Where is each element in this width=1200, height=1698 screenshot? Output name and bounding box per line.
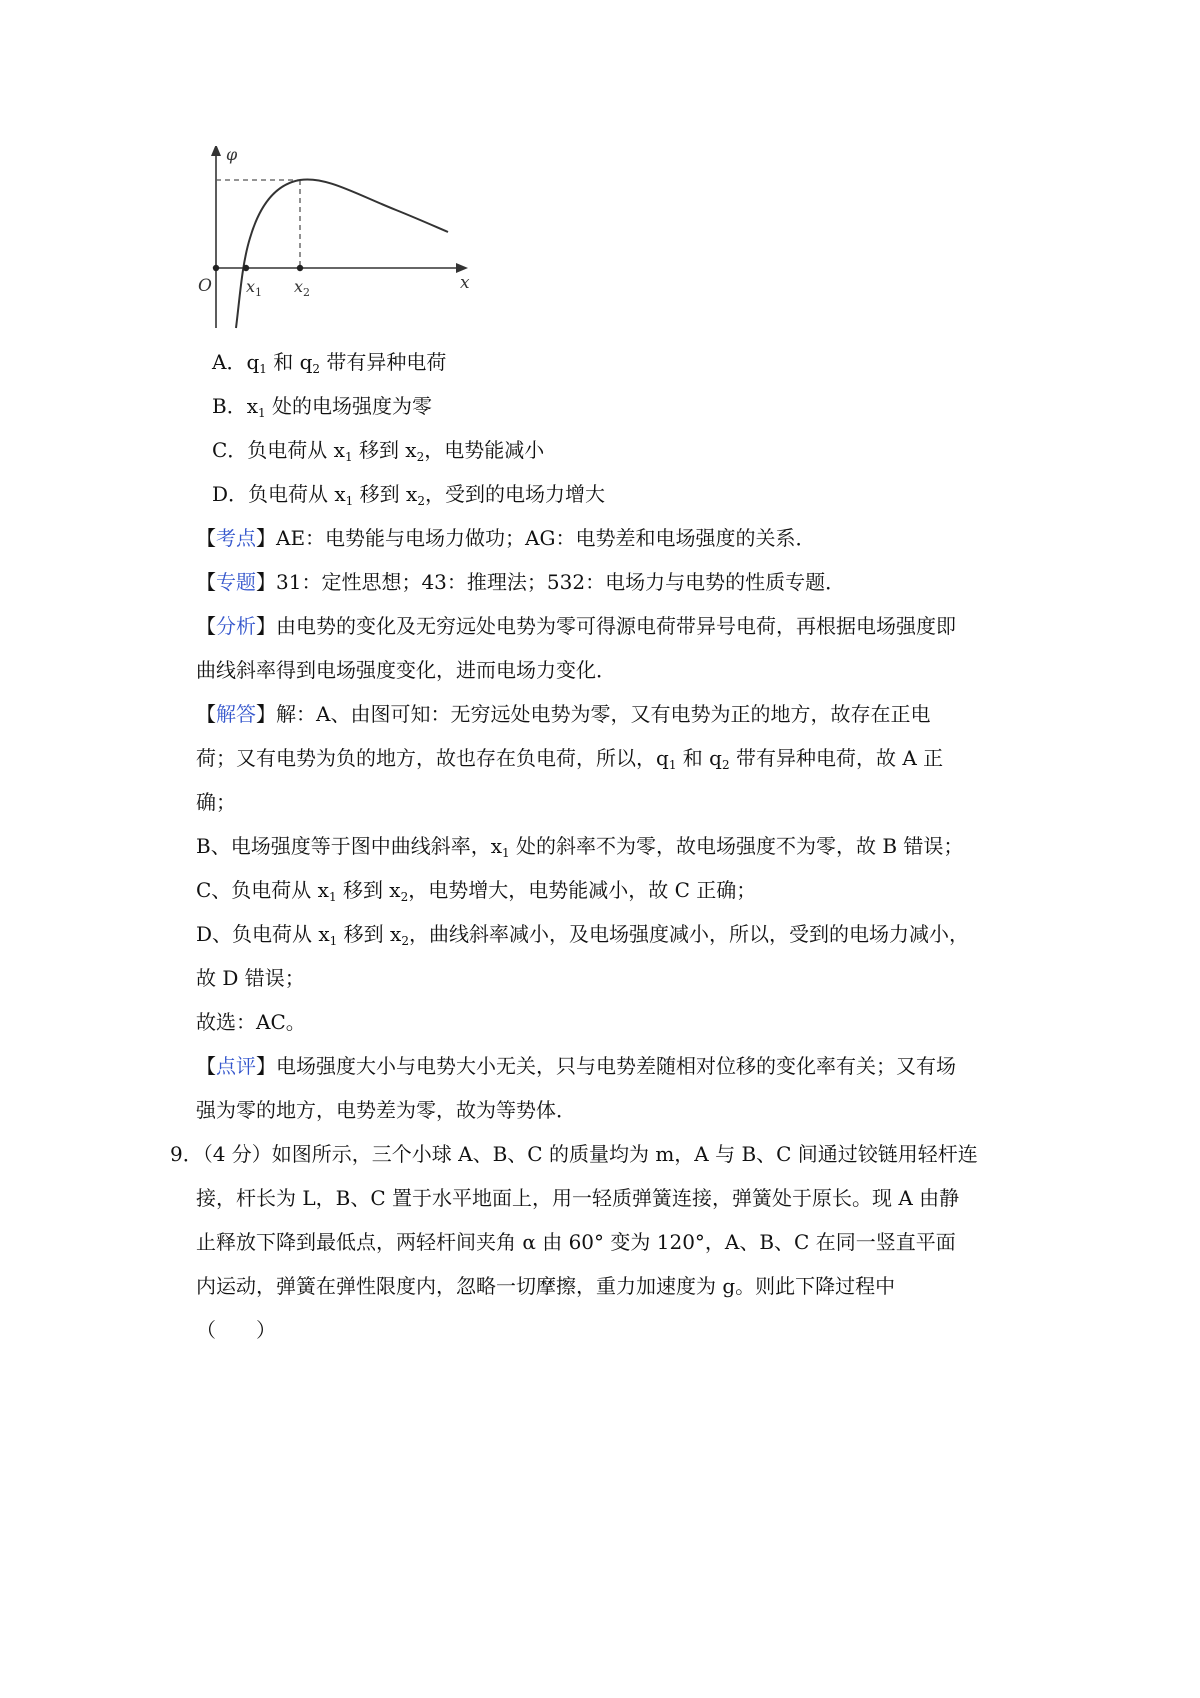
- text: 移到 x: [336, 878, 401, 902]
- fenxi-text: 由电势的变化及无穷远处电势为零可得源电荷带异号电荷，再根据电场强度即: [276, 614, 956, 638]
- x2-label: [294, 277, 310, 299]
- text: C．负电荷从 x: [212, 438, 345, 462]
- text: 内运动，弹簧在弹性限度内，忽略一切摩擦，重力加速度为 g。则此下降过程中: [196, 1274, 896, 1298]
- text: 故选：AC。: [196, 1010, 306, 1034]
- x-axis-arrow-icon: [456, 263, 468, 273]
- text: 和 q: [266, 350, 313, 374]
- text: ，曲线斜率减小，及电场强度减小，所以，受到的电场力减小，: [408, 922, 969, 946]
- text: 故 D 错误；: [196, 966, 305, 990]
- jieda-d-line2: [196, 964, 305, 992]
- zhuanti-tag: 专题: [216, 570, 256, 594]
- subscript: 2: [416, 450, 425, 464]
- text: D．负电荷从 x: [212, 482, 346, 506]
- text: B．x: [212, 394, 258, 418]
- potential-graph: [196, 146, 516, 356]
- subscript: 1: [668, 758, 677, 772]
- x-axis-label: x: [460, 273, 470, 293]
- text: 荷；又有电势为负的地方，故也存在负电荷，所以，q: [196, 746, 669, 770]
- dianping-line2: [196, 1096, 576, 1124]
- subscript: 2: [721, 758, 730, 772]
- zhuanti-line: [196, 568, 845, 596]
- subscript: 2: [417, 494, 425, 508]
- dianping-tag: 点评: [216, 1054, 256, 1078]
- q9-line3: [196, 1228, 956, 1256]
- jieda-text: 解：A、由图可知：无穷远处电势为零，又有电势为正的地方，故存在正电: [276, 702, 931, 726]
- text: 处的斜率不为零，故电场强度不为零，故 B 错误；: [509, 834, 964, 858]
- dianping-text: 强为零的地方，电势差为零，故为等势体．: [196, 1098, 576, 1122]
- x1-label-sub: 1: [255, 286, 263, 299]
- bracket-close: 】: [256, 526, 276, 550]
- fenxi-line2: [196, 656, 616, 684]
- option-d: [212, 480, 605, 508]
- subscript: 1: [501, 846, 510, 860]
- subscript: 1: [344, 450, 353, 464]
- fenxi-text: 曲线斜率得到电场强度变化，进而电场力变化．: [196, 658, 616, 682]
- option-c: [212, 436, 544, 464]
- subscript: 1: [345, 494, 354, 508]
- text: 处的电场强度为零: [265, 394, 432, 418]
- text: 带有异种电荷: [320, 350, 447, 374]
- subscript: 1: [257, 406, 266, 420]
- x2-label-sub: 2: [303, 286, 311, 299]
- kaodian-tag: 考点: [216, 526, 256, 550]
- text: B、电场强度等于图中曲线斜率，x: [196, 834, 502, 858]
- bracket-open: 【: [196, 526, 216, 550]
- x2-label-main: x: [294, 277, 304, 296]
- bracket-open: 【: [196, 570, 216, 594]
- bracket-close: 】: [256, 702, 276, 726]
- origin-point: [213, 265, 219, 271]
- bracket-open: 【: [196, 1054, 216, 1078]
- y-axis-label: φ: [226, 146, 238, 164]
- text: C、负电荷从 x: [196, 878, 329, 902]
- bracket-open: 【: [196, 702, 216, 726]
- origin-label: O: [198, 276, 212, 296]
- q9-answer-blank: [196, 1316, 276, 1344]
- text: 接，杆长为 L，B、C 置于水平地面上，用一轻质弹簧连接，弹簧处于原长。现 A 由静: [196, 1186, 960, 1210]
- subscript: 1: [259, 362, 267, 376]
- q9-line1: [170, 1140, 978, 1168]
- text: （ ）: [196, 1318, 276, 1342]
- text: 确；: [196, 790, 236, 814]
- subscript: 1: [329, 934, 338, 948]
- bracket-open: 【: [196, 614, 216, 638]
- jieda-line3: [196, 788, 236, 816]
- y-axis-arrow-icon: [211, 146, 221, 156]
- text: ，受到的电场力增大: [424, 482, 605, 506]
- subscript: 2: [401, 934, 409, 948]
- subscript: 1: [328, 890, 337, 904]
- x1-point: [243, 265, 249, 271]
- jieda-line2: [196, 744, 943, 772]
- jieda-b: [196, 832, 963, 860]
- jieda-answer: [196, 1008, 306, 1036]
- text: 移到 x: [353, 482, 418, 506]
- fenxi-tag: 分析: [216, 614, 256, 638]
- kaodian-line: [196, 524, 815, 552]
- text: 移到 x: [337, 922, 402, 946]
- text: D、负电荷从 x: [196, 922, 330, 946]
- potential-curve: [236, 179, 448, 328]
- q9-line4: [196, 1272, 895, 1300]
- text: A．q: [212, 350, 260, 374]
- text: ，电势增大，电势能减小，故 C 正确；: [408, 878, 757, 902]
- text: 带有异种电荷，故 A 正: [729, 746, 944, 770]
- q9-line2: [196, 1184, 959, 1212]
- text: 止释放下降到最低点，两轻杆间夹角 α 由 60° 变为 120°，A、B、C 在同一竖直平面: [196, 1230, 956, 1254]
- text: 和 q: [676, 746, 722, 770]
- kaodian-text: AE：电势能与电场力做功；AG：电势差和电场强度的关系．: [276, 526, 816, 550]
- text: ，电势能减小: [424, 438, 545, 462]
- jieda-d: [196, 920, 969, 948]
- bracket-close: 】: [256, 1054, 276, 1078]
- x1-label: [246, 277, 262, 299]
- bracket-close: 】: [256, 570, 276, 594]
- option-b: [212, 392, 432, 420]
- text: 9．（4 分）如图所示，三个小球 A、B、C 的质量均为 m，A 与 B、C 间通过铰链用轻杆连: [170, 1142, 978, 1166]
- text: 移到 x: [352, 438, 417, 462]
- subscript: 2: [312, 362, 321, 376]
- bracket-close: 】: [256, 614, 276, 638]
- x1-label-main: x: [246, 277, 256, 296]
- jieda-c: [196, 876, 756, 904]
- option-a: [212, 348, 446, 376]
- dianping-text: 电场强度大小与电势大小无关，只与电势差随相对位移的变化率有关；又有场: [276, 1054, 956, 1078]
- dianping-line1: [196, 1052, 956, 1080]
- subscript: 2: [400, 890, 409, 904]
- fenxi-line1: [196, 612, 956, 640]
- x2-point: [297, 265, 303, 271]
- jieda-line1: [196, 700, 930, 728]
- jieda-tag: 解答: [216, 702, 256, 726]
- zhuanti-text: 31：定性思想；43：推理法；532：电场力与电势的性质专题．: [276, 570, 846, 594]
